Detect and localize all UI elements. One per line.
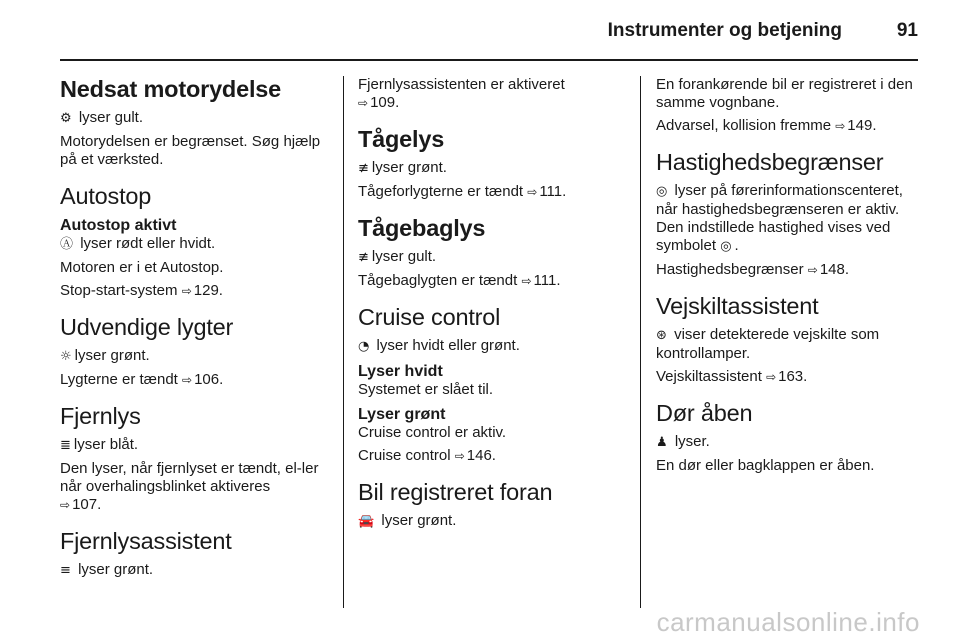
section-title: Cruise control <box>358 304 501 330</box>
paragraph <box>358 248 626 267</box>
cross-reference-icon: ⇨ <box>182 373 193 387</box>
cross-reference-icon: ⇨ <box>527 185 538 199</box>
subsection-title: Lyser grønt <box>358 406 446 423</box>
text: lyser på førerinformationscenteret, når hastighedsbegrænseren er aktiv. Den indstillede hastighed vises ved symbolet <box>656 182 903 254</box>
vehicle-detected-icon: 🚘 <box>358 514 375 529</box>
traffic-sign-icon: ⊛ <box>656 328 667 343</box>
section-title: Nedsat motorydelse <box>60 76 282 102</box>
door-open-icon: ♟ <box>656 435 668 450</box>
header-title: Instrumenter og betjening <box>607 20 842 41</box>
text: lyser hvidt eller grønt. <box>376 337 520 354</box>
paragraph: En forankørende bil er registreret i den samme vognbane. <box>656 76 913 111</box>
watermark: carmanualsonline.info <box>656 607 920 637</box>
text: lyser gult. <box>371 248 437 265</box>
paragraph <box>358 337 626 356</box>
text: Tågeforlygterne er tændt <box>358 183 524 200</box>
high-beam-assist-icon: ≡ <box>60 563 71 578</box>
page-reference[interactable]: 129. <box>193 282 223 299</box>
paragraph <box>358 512 626 531</box>
front-fog-light-icon: ≢ <box>358 161 369 176</box>
text: Stop-start-system <box>60 282 178 299</box>
paragraph: Motorydelsen er begrænset. Søg hjælp på et værksted. <box>60 133 321 168</box>
subsection-title: Lyser hvidt <box>358 363 443 380</box>
text: lyser. <box>674 433 710 450</box>
text: Vejskiltassistent <box>656 368 762 385</box>
section-title: Bil registreret foran <box>358 479 553 505</box>
section-title: Fjernlysassistent <box>60 528 232 554</box>
cross-reference-icon: ⇨ <box>358 96 369 110</box>
paragraph <box>358 76 626 112</box>
paragraph <box>656 326 924 363</box>
paragraph <box>60 347 328 366</box>
cross-reference-icon: ⇨ <box>60 498 71 512</box>
paragraph: Motoren er i et Autostop. <box>60 259 224 276</box>
section-title: Fjernlys <box>60 403 141 429</box>
page-reference[interactable]: 111. <box>539 183 567 200</box>
cross-reference-icon: ⇨ <box>766 370 777 384</box>
paragraph <box>60 235 328 254</box>
text: Fjernlysassistenten er aktiveret <box>358 76 565 93</box>
section-title: Tågelys <box>358 126 445 152</box>
paragraph <box>60 371 328 389</box>
cross-reference-icon: ⇨ <box>181 284 192 298</box>
speed-limiter-icon: ◎ <box>656 184 668 199</box>
text: lyser blåt. <box>73 436 139 453</box>
text: lyser grønt. <box>78 561 154 578</box>
column-divider <box>343 76 344 608</box>
page-reference[interactable]: 109. <box>370 94 400 111</box>
text: Cruise control <box>358 447 451 464</box>
page-reference[interactable]: 146. <box>466 447 496 464</box>
column-2 <box>358 76 626 536</box>
paragraph <box>60 561 328 580</box>
text: lyser rødt eller hvidt. <box>80 235 216 252</box>
section-title: Dør åben <box>656 400 753 426</box>
section-title: Tågebaglys <box>358 215 486 241</box>
page-reference[interactable]: 111. <box>533 272 561 289</box>
engine-power-icon: ⚙ <box>60 111 72 126</box>
page-reference[interactable]: 149. <box>847 117 877 134</box>
paragraph <box>358 447 626 465</box>
text: lyser grønt. <box>74 347 150 364</box>
column-3 <box>656 76 924 480</box>
paragraph <box>656 368 924 386</box>
page-reference[interactable]: 106. <box>194 371 224 388</box>
speed-limiter-icon: ◎ <box>720 239 732 254</box>
page-number: 91 <box>896 20 918 41</box>
high-beam-icon: ≣ <box>60 438 71 453</box>
text: lyser grønt. <box>371 159 447 176</box>
subsection-title: Autostop aktivt <box>60 217 177 234</box>
paragraph: Systemet er slået til. <box>358 381 494 398</box>
autostop-icon: Ⓐ <box>60 237 74 252</box>
cross-reference-icon: ⇨ <box>835 119 846 133</box>
text: Hastighedsbegrænser <box>656 261 804 278</box>
paragraph <box>60 282 328 300</box>
page-reference[interactable]: 148. <box>819 261 850 278</box>
text: . <box>734 237 739 254</box>
header-rule <box>60 59 918 61</box>
section-title: Udvendige lygter <box>60 314 234 340</box>
text: Den lyser, når fjernlyset er tændt, el-ler når overhalingsblinket aktiveres <box>60 460 319 495</box>
cross-reference-icon: ⇨ <box>521 274 532 288</box>
paragraph <box>358 183 626 201</box>
rear-fog-light-icon: ≢ <box>358 250 369 265</box>
paragraph <box>358 159 626 178</box>
cross-reference-icon: ⇨ <box>454 449 465 463</box>
section-title: Autostop <box>60 183 152 209</box>
page-reference[interactable]: 107. <box>72 496 102 513</box>
column-1 <box>60 76 328 585</box>
text: Tågebaglygten er tændt <box>358 272 518 289</box>
paragraph <box>60 436 328 455</box>
column-divider <box>640 76 641 608</box>
section-title: Vejskiltassistent <box>656 293 819 319</box>
paragraph: Cruise control er aktiv. <box>358 424 507 441</box>
paragraph <box>656 182 924 256</box>
exterior-lights-icon: ☼ <box>60 349 72 364</box>
text: Lygterne er tændt <box>60 371 178 388</box>
page-reference[interactable]: 163. <box>778 368 808 385</box>
cross-reference-icon: ⇨ <box>807 263 818 277</box>
text: viser detekterede vejskilte som kontrollamper. <box>656 326 880 362</box>
text: lyser grønt. <box>381 512 457 529</box>
paragraph <box>60 109 328 128</box>
paragraph <box>656 433 924 452</box>
paragraph <box>358 272 626 290</box>
paragraph <box>656 117 924 135</box>
page-header <box>0 0 960 60</box>
section-title: Hastighedsbegrænser <box>656 149 884 175</box>
paragraph: En dør eller bagklappen er åben. <box>656 457 875 474</box>
paragraph <box>60 460 328 514</box>
text: Advarsel, kollision fremme <box>656 117 832 134</box>
text: lyser gult. <box>78 109 144 126</box>
paragraph <box>656 261 924 279</box>
cruise-control-icon: ◔ <box>358 339 370 354</box>
